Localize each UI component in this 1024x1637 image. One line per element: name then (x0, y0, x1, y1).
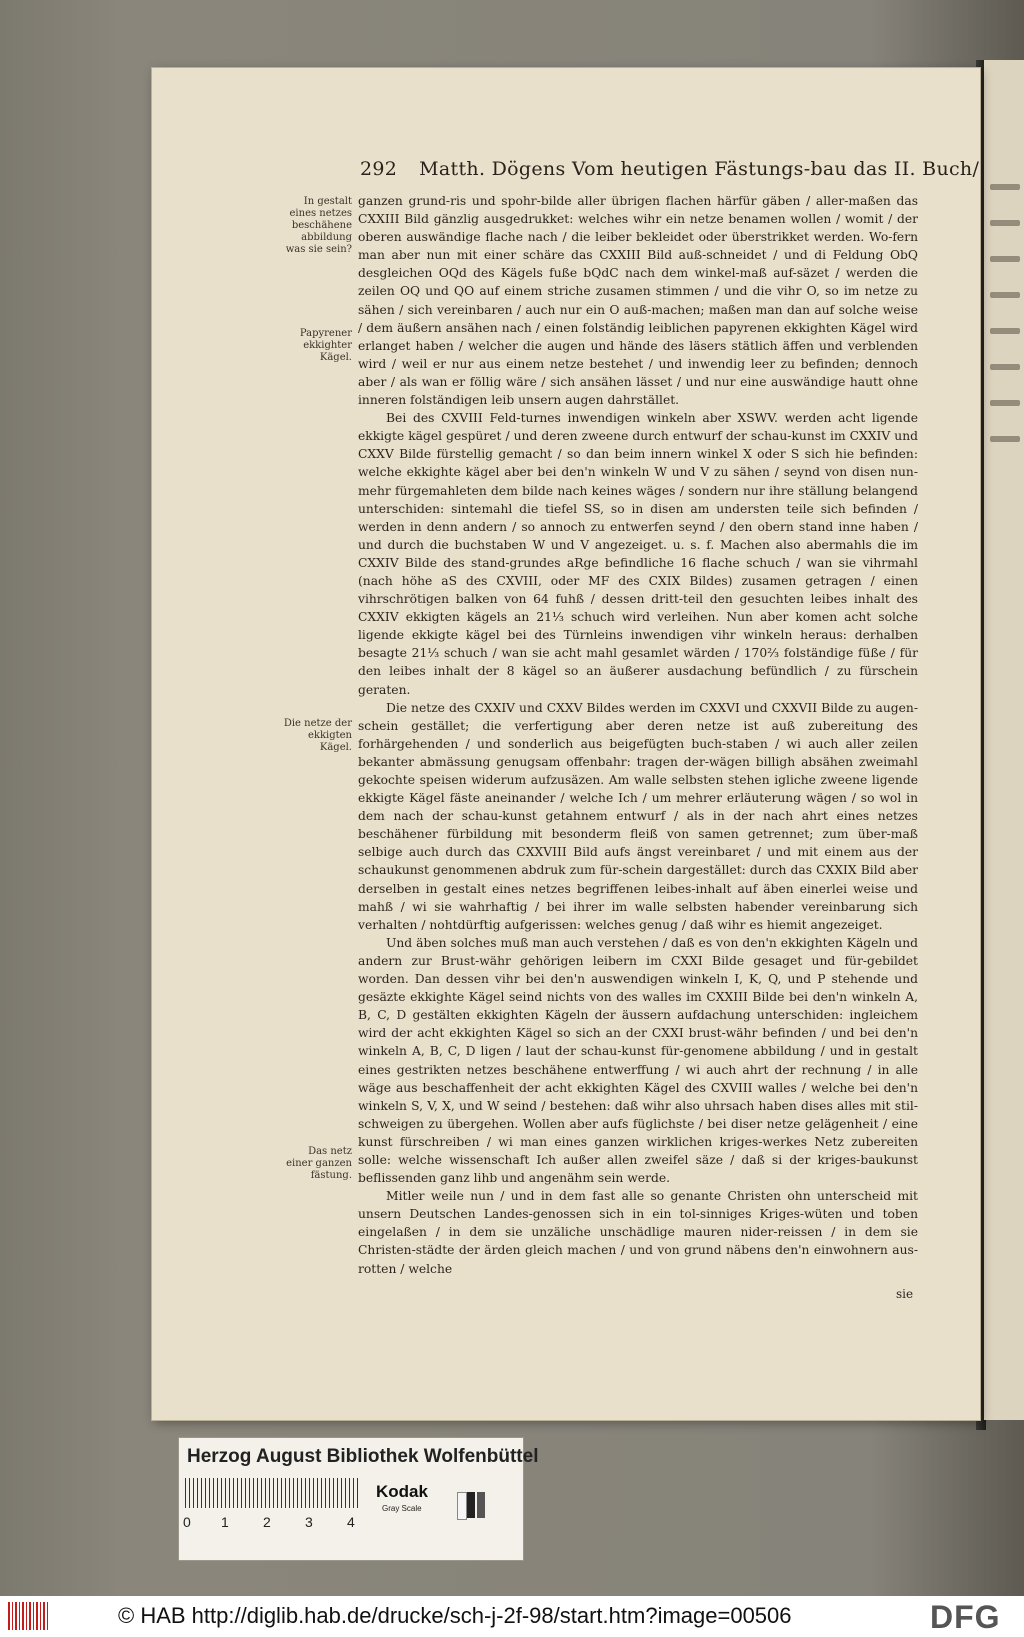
margin-note-papyrener: Papyrener ekkighter Kägel. (299, 328, 352, 363)
gray-scale-label: Gray Scale (382, 1504, 422, 1513)
margin-note-netze-kaegel: Die netze der ekkigten Kägel. (283, 718, 352, 753)
footer-bar (0, 1596, 1024, 1637)
gray-swatch-dark (477, 1492, 485, 1518)
gray-swatch-white (457, 1492, 467, 1520)
copyright-url[interactable]: © HAB http://diglib.hab.de/drucke/sch-j-2f-98/start.htm?image=00506 (118, 1603, 792, 1628)
ruler-number: 2 (263, 1514, 271, 1530)
ruler-number: 4 (347, 1514, 355, 1530)
paragraph: Bei des CXVIII Feld-turnes inwendigen winkeln aber XSWV. werden acht ligende ekkigte kägel gespüret / und deren zweene durch entwurf der schau-kunst im CXXIV und CXXV Bilde fürstellig gemacht / so dan beim innern winkel X oder S sich hie befinden: welche ekkighte kägel aber bei den'n winkeln W und V zu sähen / seynd von disen nun-mehr fürgemahleten dem bilde nach keines wäges / sondern nur ihre ställung belangend unterschiden: sintemahl die tiefel SS, so in disen am understen teile sich befinden / werden in denn andern / so annoch zu entwerfen seynd / den obern stand inne haben / und durch die buchstaben W und V angezeiget. u. s. f. Machen also abermahls die im CXXIV Bilde des stand-grundes aRge befindliche 16 flache schuch / wan sie vihrmahl (nach höhe aS des CXVIII, oder MF des CXIX Bildes) zusamen getragen / einen vihrschrötigen balken von 64 fuhß / dessen dritt-teil den gesuchten leibes inhalt des CXXIV ekkigten kägels an 21⅓ schuch wird verleihen. Nun aber komen acht solche ligende ekkigte kägel bei des Türnleins inwendigen vihr winkeln heraus: derhalben besagte 21⅓ schuch / wan sie acht mahl gesamlet wärden / 170⅔ folständige füße / für den leibes inhalt der 8 kägel so an äußerer ausdachung befündlich / zu fürschein geraten. (358, 411, 918, 697)
paragraph: Und äben solches muß man auch verstehen / daß es von den'n ekkighten Kägeln und andern zur Brust-währ gehörigen leibern im CXXI Bilde gesaget und für-gebildet worden. Dan dessen vihr bei den'n auswendigen winkeln I, K, Q, und P stehende und gesäzte ekkighte Kägel seind nichts von des walles im CXXIII Bilde bei den'n winkeln A, B, C, D gestälten ekkighten Kägeln der äussern aufdachung unterschiden: ingleichem wird der acht ekkighten Kägel so sich an der CXXI brust-währ befinden / und bei den'n winkeln A, B, C, D ligen / laut der schau-kunst für-genomene abbildung / und in gestalt eines gestrikten netzes beschähene entwerffung / wi auch ahrt der rechnung / in alle wäge aus beschaffenheit der acht ekkighten Kägel des CXVIII walles / welche bei den'n winkeln S, V, X, und W seind / bestehen: daß wihr also uhrsach haben dises alles mit stil-schweigen zu übergehen. Wollen aber aufs füglichste / bei diser netze gelägenheit / eine kunst fürschreiben / wi man eines ganzen wirklichen kriges-werkes Netz zubereiten solle: welche wissenschaft Ich außer allen zweifel säze / daß si der kriges-baukunst beflissenden ganz lihb und angenähm sein werde. (358, 935, 918, 1186)
margin-note-ganze-faestung: Das netz einer ganzen fästung. (286, 1146, 352, 1181)
paragraph: Mitler weile nun / und in dem fast alle so genante Christen ohn unterscheid mit unsern Deutschen Landes-genossen sich in ein tol-sinniges Kriges-wüten und toben eingelaßen / in dem sie unzäliche unschädlige mauren nider-reissen / in dem sie Christen-städte der ärden gleich machen / und von grund näbens den'n einwohnern aus-rotten / welche (358, 1189, 918, 1276)
ruler-number: 0 (183, 1514, 191, 1530)
margin-note-netz: In gestalt eines netzes beschähene abbildung was sie sein? (285, 196, 352, 255)
running-head (360, 158, 980, 184)
paragraph: ganzen grund-ris und spohr-bilde aller übrigen flachen härfür gäben / aller-maßen das CXXIII Bild gänzlig ausgedrukket: welches wihr ein netze benamen wollen / womit / der oberen auswändige flache nach / die leiber bekleidet oder überstrikket werden. Wo-fern man aber nun mit einer schäre das CXXIII Bild auß-schneidet / und di Feldung ObQ desgleichen OQd des Kägels fuße bQdC nach dem winkel-maß auf-säzet / werden die zeilen OQ und QO auf einem striche zusamen stimmen / und die vihr O, so im netze zu sähen / sich vereinbaren / auch nur ein O auß-machen; maßen man dan auf solche weise / dem äußern ansähen nach / einen folständig leiblichen papyrenen ekkighten Kägel wird erlanget haben / welcher die augen und hände des läsers stätlich äffen und verblenden wird / weil er nur aus einem netze bestehet / und inwendig leer zu befinden; dennoch aber / als wan er föllig wäre / sich ansähen lässet / und nur eine auswändige hautt ohne inneren folständigen leib unsern augen dahrstället. (358, 194, 918, 408)
dfg-logo: DFG (930, 1599, 1001, 1635)
library-color-card (178, 1437, 539, 1561)
page-number: 292 (360, 158, 398, 180)
barcode-icon (8, 1602, 48, 1630)
paragraph: Die netze des CXXIV und CXXV Bildes werden im CXXVI und CXXVII Bilde zu augen-schein gestället; die verfertigung aber deren netze ist auß zubereitung des forhärgehenden / und sonderlich aus beigefügten buch-staben / wi auch aller zeilen bekanter abmässung genugsam offenbahr: tragen der-wägen billigh absähen zweimahl gekochte speisen widerum aufzusäzen. Am walle selbsten stehen igliche zweene ligende ekkigte Kägel fäste aneinander / welche Ich / um mehrer erläuterung wägen / so wol in dem nach der schau-kunst getahnem entwurf / als in der nach ahrt eines netzes beschähener fürbildung mit besonderm fleiß von samen getrennet; zum über-maß selbige auch durch das CXXVIII Bild aufs ängst vereinbaret / und mit einem aus der schaukunst genommenen abdruk zum für-schein dargestället: durch das CXXIX Bild aber derselben in gestalt eines netzes begriffenen leibes-inhalt auf äben einerlei weise und mahß / wi sie wahrhaftig / bei ihrer im walle selbsten habender vereinbarung sich verhalten / nohtdürftig aufgerissen: welches genug / daß wihr es hiemit angezeiget. (358, 700, 918, 932)
library-name: Herzog August Bibliothek Wolfenbüttel (187, 1446, 539, 1467)
main-text (358, 192, 918, 1278)
gray-swatch-black (467, 1492, 475, 1518)
kodak-logo: Kodak (376, 1482, 428, 1501)
ruler-number: 3 (305, 1514, 313, 1530)
catchword: sie (896, 1287, 914, 1301)
facing-page-edge (984, 60, 1024, 1420)
running-title: Matth. Dögens Vom heutigen Fästungs-bau das II. Buch/ (419, 158, 980, 180)
ruler-scale (185, 1478, 361, 1508)
ruler-number: 1 (221, 1514, 229, 1530)
